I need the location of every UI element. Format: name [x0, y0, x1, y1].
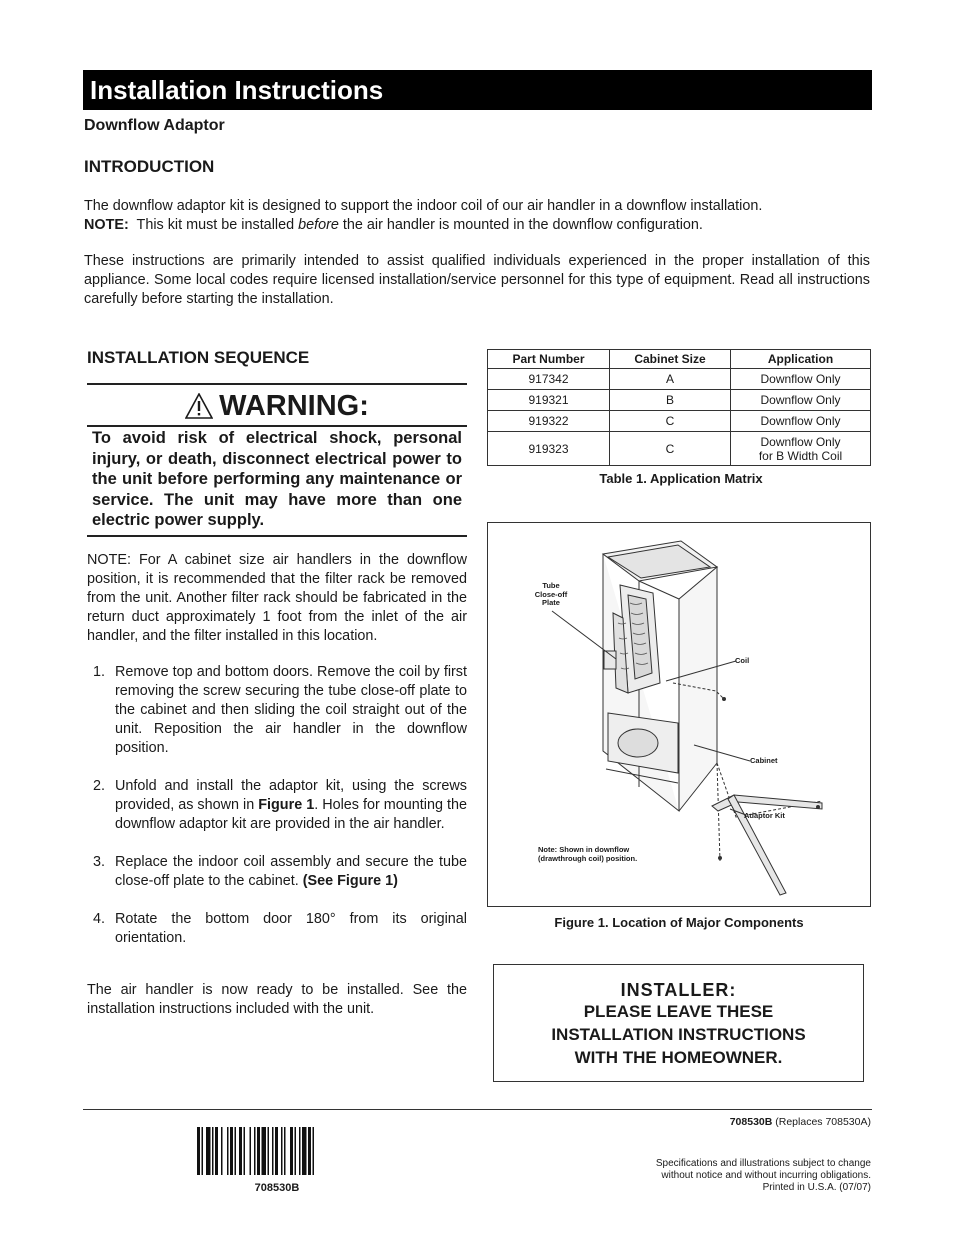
table-cell: [731, 390, 871, 411]
warning-title-text: WARNING:: [219, 390, 369, 422]
installation-steps: [87, 663, 467, 967]
table-header-row: [488, 350, 871, 369]
cell-line: Downflow Only: [760, 414, 841, 428]
step-item: [87, 663, 467, 758]
step-item: [87, 853, 467, 891]
table-caption: Table 1. Application Matrix: [599, 471, 763, 486]
installer-notice: [493, 964, 864, 1082]
figure-reference: (See Figure 1): [302, 873, 398, 889]
warning-triangle-icon: [185, 393, 213, 419]
installer-title: INSTALLER:: [620, 980, 737, 1000]
closing-paragraph: The air handler is now ready to be installed. See the installation instructions included with the unit.: [87, 982, 467, 1017]
label-line: Close-off: [534, 589, 568, 599]
cabinet-a-note: NOTE: For A cabinet size air handlers in the downflow position, it is recommended that the filter rack be removed from the unit. Another filter rack should be fabricated in the return duct approximately 1 foot from the inlet of the air handler, and the filter installed in this location.: [87, 552, 467, 644]
table-row: [488, 369, 871, 390]
installer-message: PLEASE LEAVE THESE INSTALLATION INSTRUCTIONS WITH THE HOMEOWNER.: [551, 1002, 806, 1067]
intro-paragraph: [84, 197, 874, 235]
step-number: 3.: [93, 854, 106, 870]
table-cell: B: [610, 390, 731, 411]
table-cell: [731, 432, 871, 466]
label-line: Plate: [542, 598, 560, 607]
table-cell: 919323: [488, 432, 610, 466]
table-cell: [731, 369, 871, 390]
step-text: Unfold and install the adaptor kit, using the screws provided, as shown in: [115, 778, 467, 813]
step-number: 2.: [93, 778, 106, 794]
cabinet-label: Cabinet: [750, 756, 778, 765]
note-label: NOTE:: [84, 217, 129, 233]
table-cell: 917342: [488, 369, 610, 390]
note-line: (drawthrough coil) position.: [538, 853, 638, 863]
figure-reference: Figure 1: [258, 797, 315, 813]
page-title: Installation Instructions: [83, 70, 872, 110]
label-line: Tube: [542, 581, 560, 590]
table-cell: [731, 411, 871, 432]
intro-heading: INTRODUCTION: [84, 157, 215, 176]
table-cell: 919322: [488, 411, 610, 432]
doc-number-value: 708530B: [729, 1116, 773, 1128]
specifications-note: [656, 1158, 871, 1194]
barcode-number: 708530B: [254, 1182, 300, 1194]
intro-text: The downflow adaptor kit is designed to support the indoor coil of our air handler in a downflow installation.: [84, 198, 763, 214]
note-before: This kit must be installed: [136, 217, 295, 233]
spec-line: without notice and without incurring obligations.: [661, 1170, 871, 1181]
application-matrix-table: [487, 349, 871, 466]
note-after: the air handler is mounted in the downflow configuration.: [342, 217, 703, 233]
step-text: Replace the indoor coil assembly and secure the tube close-off plate to the cabinet.: [115, 854, 467, 889]
table-row: [488, 432, 871, 466]
warning-rule-top: [87, 383, 467, 385]
page-subtitle: Downflow Adaptor: [84, 117, 225, 134]
cell-line: Downflow Only: [760, 393, 841, 407]
intro-paragraph-2: These instructions are primarily intended to assist qualified individuals experienced in the proper installation of this appliance. Some local codes require licensed installation/service personnel for this type of equipment. Read all instructions carefully before starting the installation.: [84, 253, 870, 307]
step-number: 4.: [93, 911, 106, 927]
cell-line: for B Width Coil: [758, 448, 843, 463]
figure-caption: Figure 1. Location of Major Components: [554, 915, 804, 930]
note-line: Note: Shown in downflow: [538, 845, 630, 854]
step-text-cont: . Holes for mounting the downflow adaptor kit are provided in the air handler.: [115, 797, 467, 832]
figure-box: [487, 522, 871, 907]
cell-line: Downflow Only: [760, 372, 841, 386]
table-cell: C: [610, 411, 731, 432]
table-cell: 919321: [488, 390, 610, 411]
coil-label: Coil: [735, 656, 750, 665]
step-text: Rotate the bottom door 180° from its original orientation.: [115, 911, 467, 946]
table-cell: A: [610, 369, 731, 390]
warning-title: [87, 388, 467, 424]
table-row: [488, 390, 871, 411]
column-header: Cabinet Size: [610, 350, 731, 369]
spec-line: Printed in U.S.A. (07/07): [762, 1182, 871, 1193]
cell-line: Downflow Only: [760, 434, 841, 449]
sequence-heading: INSTALLATION SEQUENCE: [87, 348, 310, 367]
figure-note: [538, 846, 637, 863]
step-item: [87, 777, 467, 834]
step-text: Remove top and bottom doors. Remove the coil by first removing the screw securing the tube close-off plate to the cabinet and then sliding the coil straight out of the unit. Reposition the air handler in the downflow position.: [115, 664, 467, 756]
table-cell: C: [610, 432, 731, 466]
replaces-text: (Replaces 708530A): [775, 1116, 871, 1128]
table-row: [488, 411, 871, 432]
column-header: Application: [731, 350, 871, 369]
barcode-icon: [197, 1127, 357, 1175]
tube-close-off-plate-label: [526, 582, 576, 608]
adaptor-kit-label: Adaptor Kit: [744, 811, 785, 820]
note-emphasis: before: [298, 217, 339, 233]
spec-line: Specifications and illustrations subject to change: [655, 1158, 871, 1169]
warning-text: To avoid risk of electrical shock, personal injury, or death, disconnect electrical power to the unit before performing any maintenance or service. The unit may have more than one electric power supply.: [92, 429, 462, 529]
footer-divider: [83, 1109, 872, 1110]
column-header: Part Number: [488, 350, 610, 369]
step-number: 1.: [93, 664, 106, 680]
warning-rule-middle: [87, 425, 467, 427]
step-item: [87, 910, 467, 948]
warning-rule-bottom: [87, 535, 467, 537]
document-number: [730, 1116, 871, 1128]
